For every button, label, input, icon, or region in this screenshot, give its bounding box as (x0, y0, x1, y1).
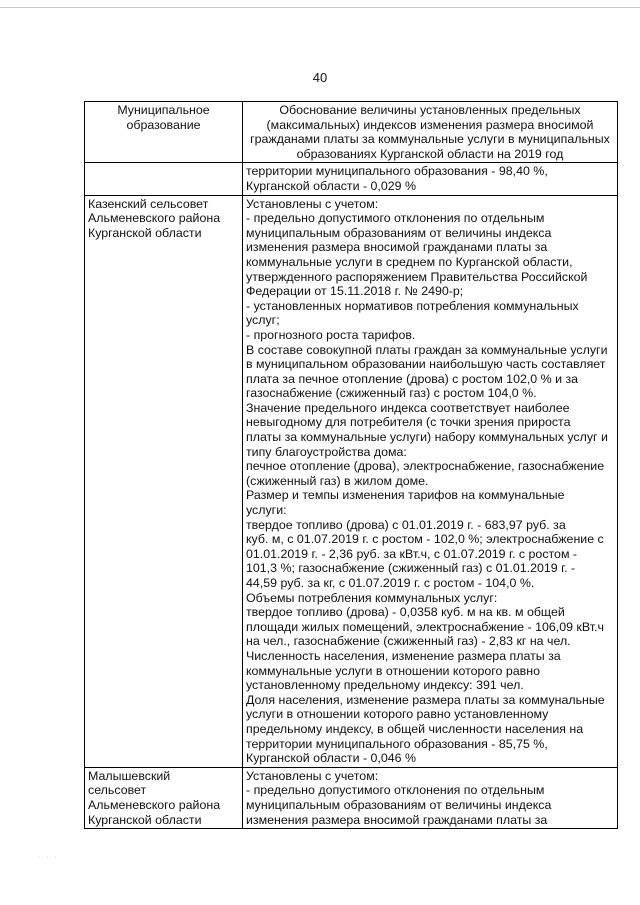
justification-text-line: территории муниципального образования - 98,40 %, (246, 164, 548, 179)
municipality-name-line: Курганской области (88, 225, 202, 240)
justification-text-line: Курганской области - 0,029 % (246, 178, 416, 193)
municipality-name-line: сельсовет (88, 783, 147, 798)
justification-text-line: в муниципальном образовании наибольшую часть составляет (246, 357, 606, 372)
header-justification-line: Обоснование величины установленных предельных (279, 103, 581, 117)
justification-table (84, 101, 618, 829)
justification-text-line: Объемы потребления коммунальных услуг: (246, 590, 498, 605)
justification-cell (243, 767, 618, 828)
justification-text-line: Курганской области - 0,046 % (246, 751, 416, 766)
justification-text-line: муниципальным образованиям от величины индекса (246, 225, 552, 240)
header-justification-line: гражданами платы за коммунальные услуги в муниципальных (250, 132, 610, 147)
municipality-name-line: Альменевского района (88, 211, 221, 226)
scan-top-edge (0, 7, 640, 8)
justification-text-line: - предельно допустимого отклонения по отдельным (246, 211, 545, 226)
scan-artifact: · · · (38, 854, 59, 861)
justification-text-line: на чел., газоснабжение (сжиженный газ) - 2,83 кг на чел. (246, 634, 571, 649)
justification-text-line: твердое топливо (дрова) с 01.01.2019 г. - 683,97 руб. за (246, 517, 566, 532)
municipality-cell (85, 767, 243, 828)
justification-cell (243, 163, 618, 195)
table-row (85, 767, 618, 828)
justification-text-line: твердое топливо (дрова) - 0,0358 куб. м на кв. м общей (246, 605, 565, 620)
header-justification-line: (максимальных) индексов изменения размера вносимой (266, 117, 594, 132)
justification-cell (243, 195, 618, 767)
header-municipality (85, 102, 243, 163)
justification-text-line: услуги в отношении которого равно установленному (246, 707, 549, 722)
municipality-name-line: Малышевский (88, 768, 171, 783)
justification-text-line: типу благоустройства дома: (246, 444, 407, 459)
justification-text-line: В составе совокупной платы граждан за коммунальные услуги (246, 342, 608, 357)
table-row (85, 163, 618, 195)
justification-text-line: 44,59 руб. за кг, с 01.07.2019 г. с ростом - 104,0 %. (246, 576, 535, 590)
page-number: 40 (312, 70, 328, 85)
justification-text-line: газоснабжение (сжиженный газ) с ростом 104,0 %. (246, 386, 537, 401)
justification-text-line: платы за коммунальные услуги) набору коммунальных услуг и (246, 430, 608, 445)
justification-text-line: Доля населения, изменение размера платы за коммунальные (246, 692, 605, 707)
justification-text-line: - предельно допустимого отклонения по отдельным (246, 783, 545, 798)
header-justification (243, 102, 618, 163)
justification-text-line: изменения размера вносимой гражданами платы за (246, 812, 548, 827)
municipality-name-line: Курганской области (88, 812, 202, 827)
justification-text-line: территории муниципального образования - 85,75 %, (246, 736, 548, 751)
header-justification-line: образованиях Курганской области на 2019 год (296, 146, 564, 161)
justification-text-line: площади жилых помещений, электроснабжение - 106,09 кВт.ч (246, 619, 604, 634)
municipality-cell (85, 195, 243, 767)
justification-text-line: Установлены с учетом: (246, 196, 379, 211)
justification-text-line: куб. м, с 01.07.2019 г. с ростом - 102,0 %; электроснабжение с (246, 532, 604, 547)
justification-text-line: - прогнозного роста тарифов. (246, 327, 416, 342)
justification-text-line: Численность населения, изменение размера платы за (246, 648, 561, 663)
justification-text-line: утвержденного распоряжением Правительства Российской (246, 269, 588, 284)
justification-text-line: услуг; (246, 313, 280, 328)
municipality-name-line: Альменевского района (88, 797, 221, 812)
table-header-row (85, 102, 618, 163)
justification-text-line: Установлены с учетом: (246, 768, 379, 783)
justification-text-line: коммунальные услуги в среднем по Курганской области, (246, 254, 573, 269)
justification-text-line: Федерации от 15.11.2018 г. № 2490-р; (246, 284, 464, 299)
table-row (85, 195, 618, 767)
municipality-cell (85, 163, 243, 195)
justification-text-line: установленному предельному индексу: 391 чел. (246, 678, 524, 693)
justification-text-line: - установленных нормативов потребления коммунальных (246, 298, 579, 313)
justification-text-line: предельному индексу, в общей численности населения на (246, 721, 584, 736)
justification-text-line: (сжиженный газ) в жилом доме. (246, 473, 429, 488)
header-municipality-line: Муниципальное (117, 103, 210, 117)
justification-text-line: печное отопление (дрова), электроснабжение, газоснабжение (246, 459, 605, 474)
justification-text-line: невыгодному для потребителя (с точки зрения прироста (246, 415, 571, 430)
header-municipality-line: образование (126, 117, 201, 132)
municipality-name-line: Казенский сельсовет (88, 196, 209, 211)
justification-text-line: 01.01.2019 г. - 2,36 руб. за кВт.ч, с 01.07.2019 г. с ростом - (246, 546, 578, 561)
justification-text-line: изменения размера вносимой гражданами платы за (246, 240, 548, 255)
justification-text-line: услуги: (246, 503, 287, 518)
justification-text-line: плата за печное отопление (дрова) с ростом 102,0 % и за (246, 371, 579, 386)
justification-text-line: 101,3 %; газоснабжение (сжиженный газ) с 01.01.2019 г. - (246, 561, 576, 576)
justification-text-line: коммунальные услуги в отношении которого равно (246, 663, 540, 678)
justification-text-line: муниципальным образованиям от величины индекса (246, 797, 552, 812)
justification-text-line: Размер и темпы изменения тарифов на коммунальные (246, 488, 565, 503)
justification-text-line: Значение предельного индекса соответствует наиболее (246, 400, 570, 415)
